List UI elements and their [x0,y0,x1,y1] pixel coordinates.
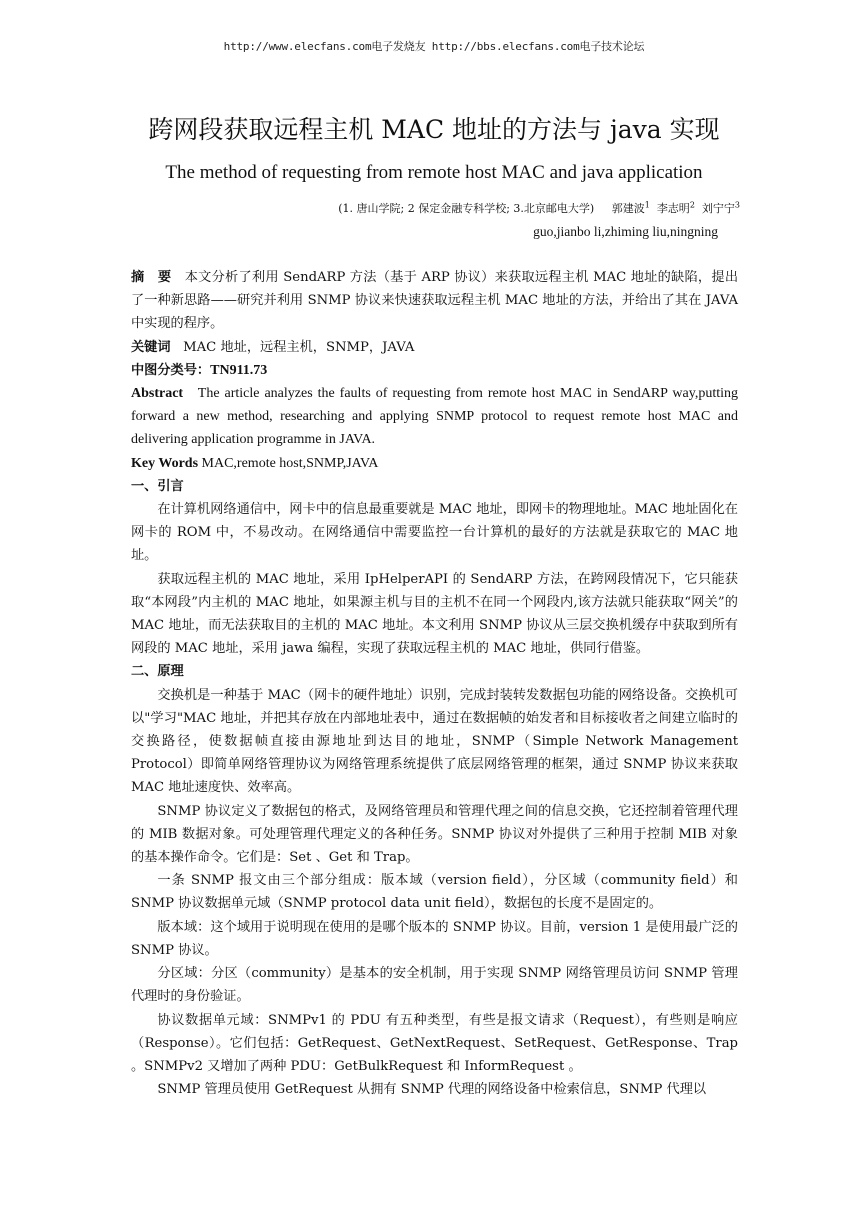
authors-english: guo,jianbo li,zhiming liu,ningning [533,224,718,239]
section-2-heading: 二、原理 [131,664,184,680]
classification-label: 中图分类号： [131,362,211,378]
keywords-en-text: MAC,remote host,SNMP,JAVA [201,455,379,471]
section-1-paragraph-2: 获取远程主机的 MAC 地址，采用 IpHelperAPI 的 SendARP 方法，在跨网段情况下，它只能获取“本网段”内主机的 MAC 地址，如果源主机与目的主机不在同一个网段内,该方法就只能获取“网关”的 MAC 地址，而无法获取目的主机的 MAC 地址。本文利用 SNMP 协议从三层交换机缓存中获取到所有网段的 MAC 地址，采用 jawa 编程，实现了获取远程主机的 MAC 地址，供同行借鉴。 [131,571,738,657]
author-2-mark: 2 [689,200,695,210]
page-header: http://www.elecfans.com电子发烧友 http://bbs.elecfans.com电子技术论坛 [223,40,645,53]
author-3: 刘宁宁 [701,202,735,215]
author-1-mark: 1 [644,200,650,210]
classification-number [131,359,738,382]
author-3-mark: 3 [734,200,740,210]
abstract-cn-text: 本文分析了利用 SendARP 方法（基于 ARP 协议）来获取远程主机 MAC 地址的缺陷，提出了一种新思路——研究并利用 SNMP 协议来快速获取远程主机 MAC 地址的方法，并给出了其在 JAVA 中实现的程序。 [131,270,739,332]
section-1-paragraph-1: 在计算机网络通信中，网卡中的信息最重要就是 MAC 地址，即网卡的物理地址。MAC 地址固化在网卡的 ROM 中，不易改动。在网络通信中需要监控一台计算机的最好的方法就是获取它的 MAC 地址。 [131,502,738,564]
abstract-en-label: Abstract [131,386,184,402]
author-1: 郭建波 [611,202,645,215]
paper-title: 跨网段获取远程主机 MAC 地址的方法与 java 实现 [148,115,720,144]
keywords-en [131,452,738,475]
affiliation-line [338,200,740,216]
affiliation-orgs: (1. 唐山学院; 2 保定金融专科学校; 3.北京邮电大学) [338,202,595,215]
keywords-cn-label: 关键词 [131,339,171,355]
keywords-cn-text: MAC 地址，远程主机，SNMP，JAVA [183,339,415,355]
author-2: 李志明 [656,202,690,215]
keywords-en-label: Key Words [131,455,199,471]
section-2-paragraph-6: 协议数据单元域：SNMPv1 的 PDU 有五种类型，有些是报文请求（Request），有些则是响应（Response）。它们包括：GetRequest、GetNextRequest、SetRequest、GetResponse、Trap 。SNMPv2 又增加了两种 PDU：GetBulkRequest 和 InformRequest 。 [131,1012,738,1074]
section-2-paragraph-7: SNMP 管理员使用 GetRequest 从拥有 SNMP 代理的网络设备中检索信息，SNMP 代理以 [157,1082,707,1098]
abstract-cn-label: 摘 要 [131,270,172,285]
keywords-cn [131,336,738,359]
section-1-heading: 一、引言 [131,478,184,494]
section-2-paragraph-4: 版本域：这个域用于说明现在使用的是哪个版本的 SNMP 协议。目前，version 1 是使用最广泛的 SNMP 协议。 [131,919,738,958]
section-2-paragraph-1: 交换机是一种基于 MAC（网卡的硬件地址）识别，完成封装转发数据包功能的网络设备。交换机可以"学习"MAC 地址，并把其存放在内部地址表中，通过在数据帧的始发者和目标接收者之间建立临时的交换路径，使数据帧直接由源地址到达目的地址，SNMP（Simple Network Management Protocol）即简单网络管理协议为网络管理系统提供了底层网络管理的框架，通过 SNMP 协议来获取 MAC 地址速度快、效率高。 [131,687,738,796]
abstract-en-text: The article analyzes the faults of requesting from remote host MAC in SendARP way,putting forward a new method, researching and applying SNMP protocol to request remote host MAC and delivering application programme in JAVA. [131,386,738,448]
paper-body [131,266,738,1101]
paper-subtitle-en: The method of requesting from remote host MAC and java application [165,162,703,183]
classification-value: TN911.73 [210,362,268,378]
abstract-en [131,382,738,452]
abstract-cn [131,266,738,336]
section-2-paragraph-2: SNMP 协议定义了数据包的格式，及网络管理员和管理代理之间的信息交换，它还控制着管理代理的 MIB 数据对象。可处理管理代理定义的各种任务。SNMP 协议对外提供了三种用于控制 MIB 对象的基本操作命令。它们是：Set 、Get 和 Trap。 [131,803,738,866]
section-2-paragraph-3: 一条 SNMP 报文由三个部分组成：版本域（version field），分区域（community field）和 SNMP 协议数据单元域（SNMP protocol data unit field），数据包的长度不是固定的。 [131,873,738,912]
section-2-paragraph-5: 分区域：分区（community）是基本的安全机制，用于实现 SNMP 网络管理员访问 SNMP 管理代理时的身份验证。 [131,966,738,1005]
